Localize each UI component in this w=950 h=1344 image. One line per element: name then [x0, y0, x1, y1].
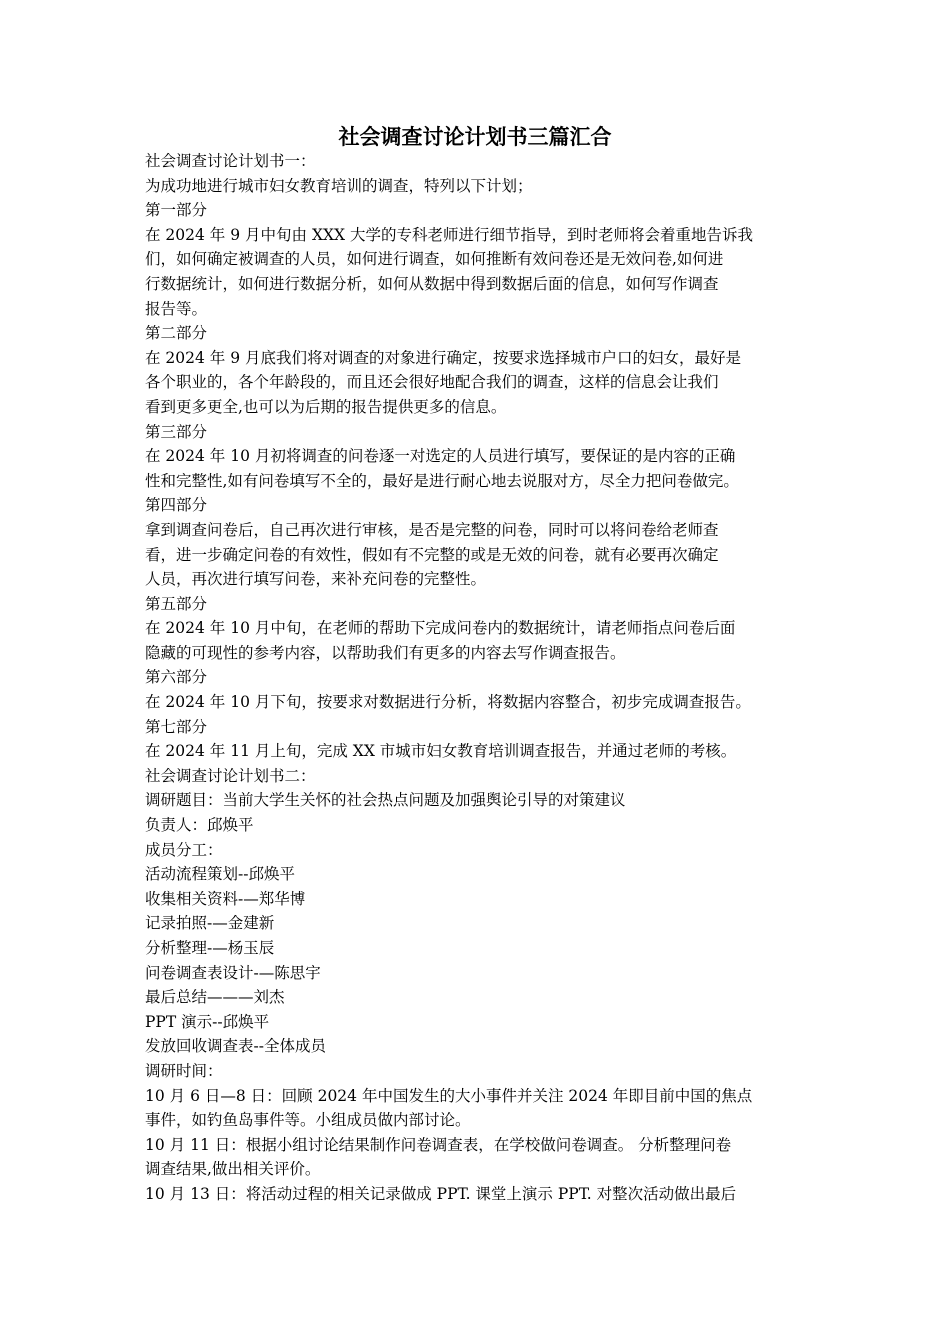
schedule-line: 调查结果,做出相关评价。: [145, 1160, 321, 1179]
paragraph-line: 在 2024 年 10 月初将调查的问卷逐一对选定的人员进行填写，要保证的是内容的正确: [145, 447, 736, 466]
paragraph-line: 报告等。: [145, 299, 208, 318]
part-heading-4: 第四部分: [145, 496, 208, 515]
section-heading-plan-two: 社会调查讨论计划书二：: [145, 766, 316, 785]
member-role-item: 问卷调查表设计-—陈思宇: [145, 963, 321, 982]
member-role-item: 收集相关资料-—郑华博: [145, 889, 306, 908]
paragraph-line: 看，进一步确定问卷的有效性，假如有不完整的或是无效的问卷，就有必要再次确定: [145, 545, 719, 564]
schedule-heading: 调研时间：: [145, 1061, 223, 1080]
document-body: [145, 149, 825, 1207]
member-role-item: PPT 演示--邱焕平: [145, 1012, 270, 1031]
part-heading-7: 第七部分: [145, 717, 208, 736]
schedule-line: 10 月 6 日—8 日：回顾 2024 年中国发生的大小事件并关注 2024 年即目前中国的焦点: [145, 1086, 753, 1105]
member-role-item: 活动流程策划--邱焕平: [145, 865, 295, 884]
paragraph-line: 在 2024 年 10 月中旬，在老师的帮助下完成问卷内的数据统计，请老师指点问卷后面: [145, 619, 736, 638]
paragraph-line: 隐藏的可现性的参考内容，以帮助我们有更多的内容去写作调查报告。: [145, 643, 626, 662]
part-heading-3: 第三部分: [145, 422, 208, 441]
paragraph-line: 行数据统计，如何进行数据分析，如何从数据中得到数据后面的信息，如何写作调查: [145, 274, 719, 293]
part-heading-5: 第五部分: [145, 594, 208, 613]
person-in-charge: 负责人：邱焕平: [145, 816, 254, 835]
paragraph-line: 们，如何确定被调查的人员，如何进行调查，如何推断有效问卷还是无效问卷,如何进: [145, 250, 724, 269]
section-heading-plan-one: 社会调查讨论计划书一：: [145, 152, 316, 170]
part-heading-2: 第二部分: [145, 324, 208, 343]
part-heading-1: 第一部分: [145, 201, 208, 220]
paragraph-line: 在 2024 年 10 月下旬，按要求对数据进行分析，将数据内容整合，初步完成调查报告。: [145, 693, 751, 712]
paragraph-line: 在 2024 年 11 月上旬，完成 XX 市城市妇女教育培训调查报告，并通过老师的考核。: [145, 742, 737, 761]
paragraph-line: 拿到调查问卷后，自己再次进行审核，是否是完整的问卷，同时可以将问卷给老师查: [145, 520, 719, 539]
member-role-item: 分析整理-—杨玉辰: [145, 939, 275, 957]
paragraph-line: 看到更多更全,也可以为后期的报告提供更多的信息。: [145, 397, 507, 416]
member-role-item: 最后总结———刘杰: [145, 988, 285, 1007]
member-roles-heading: 成员分工：: [145, 840, 223, 859]
research-topic: 调研题目：当前大学生关怀的社会热点问题及加强舆论引导的对策建议: [145, 791, 626, 810]
schedule-line: 事件，如钓鱼岛事件等。小组成员做内部讨论。: [145, 1111, 471, 1130]
document-title: 社会调查讨论计划书三篇汇合: [338, 124, 612, 149]
paragraph-line: 人员，再次进行填写问卷，来补充问卷的完整性。: [145, 570, 487, 589]
paragraph-line: 性和完整性,如有问卷填写不全的，最好是进行耐心地去说服对方，尽全力把问卷做完。: [145, 471, 739, 490]
paragraph-line: 在 2024 年 9 月中旬由 XXX 大学的专科老师进行细节指导，到时老师将会着重地告诉我: [145, 225, 753, 244]
member-role-item: 记录拍照-—金建新: [145, 914, 275, 933]
member-role-item: 发放回收调查表--全体成员: [145, 1037, 326, 1056]
paragraph-line: 为成功地进行城市妇女教育培训的调查，特列以下计划；: [145, 176, 533, 195]
paragraph-line: 各个职业的，各个年龄段的，而且还会很好地配合我们的调查，这样的信息会让我们: [145, 373, 719, 392]
paragraph-line: 在 2024 年 9 月底我们将对调查的对象进行确定，按要求选择城市户口的妇女，最好是: [145, 348, 742, 367]
schedule-line: 10 月 11 日：根据小组讨论结果制作问卷调查表，在学校做问卷调查。 分析整理问卷: [145, 1135, 732, 1154]
part-heading-6: 第六部分: [145, 668, 208, 687]
schedule-line: 10 月 13 日：将活动过程的相关记录做成 PPT. 课堂上演示 PPT. 对整次活动做出最后: [145, 1184, 737, 1203]
